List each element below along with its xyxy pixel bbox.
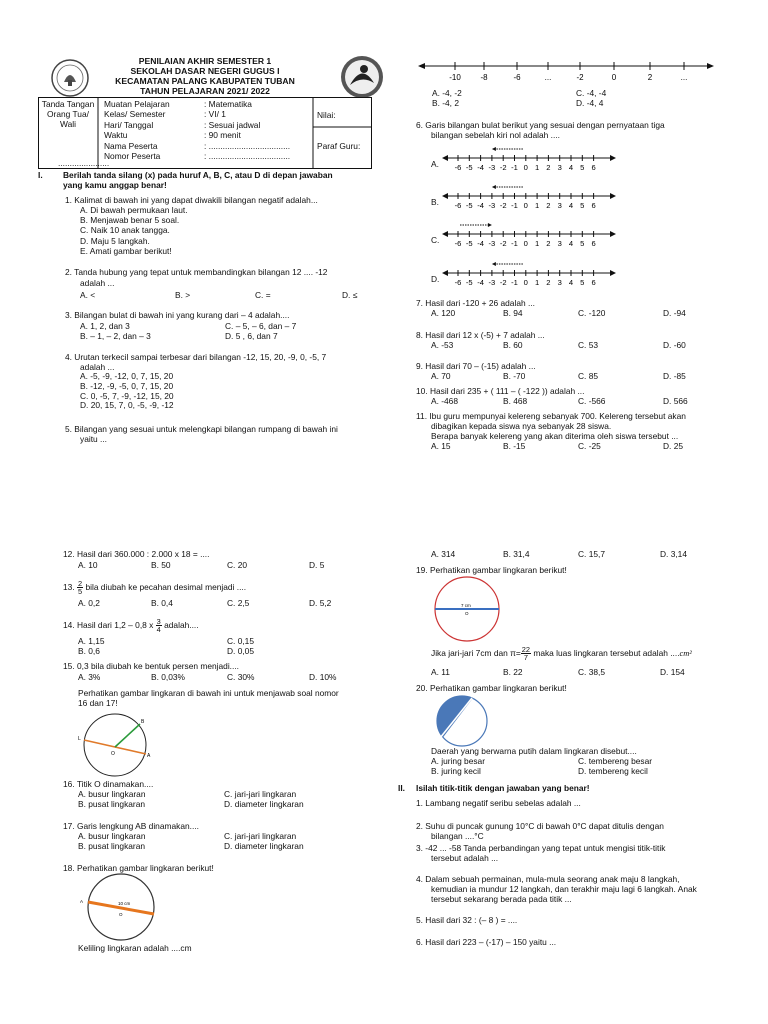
number-line-label: -5 bbox=[465, 163, 473, 172]
number-line-label: 2 bbox=[546, 163, 551, 172]
option[interactable]: A. 0,2 bbox=[78, 598, 100, 608]
fraction-two-fifths bbox=[77, 580, 83, 596]
question-1-options bbox=[80, 205, 188, 256]
pi-symbol: π= bbox=[510, 648, 521, 659]
number-line-label: -2 bbox=[499, 239, 507, 248]
option[interactable]: B. juring kecil bbox=[431, 766, 481, 776]
option[interactable]: C. 38,5 bbox=[578, 667, 606, 677]
section-1-instruction-2: yang kamu anggap benar! bbox=[63, 180, 167, 190]
section-2-instruction: Isilah titik-titik dengan jawaban yang benar! bbox=[416, 783, 590, 793]
essay-4: 4. Dalam sebuah permainan, mula-mula seorang anak maju 8 langkah, bbox=[416, 874, 680, 884]
info-row-label: Nomor Peserta bbox=[104, 150, 161, 161]
number-line-label: 6 bbox=[591, 163, 596, 172]
number-line-label: 3 bbox=[557, 239, 562, 248]
option[interactable]: B. 0,6 bbox=[78, 646, 100, 656]
question-11-line3: Berapa banyak kelereng yang akan diterima oleh siswa tersebut ... bbox=[431, 431, 679, 441]
number-line-label: 0 bbox=[523, 239, 528, 248]
number-line-label: -4 bbox=[477, 201, 484, 210]
signature-line: ...................... bbox=[58, 158, 110, 168]
number-line-label: 3 bbox=[557, 278, 562, 287]
option[interactable]: C. 53 bbox=[578, 340, 599, 350]
question-13-number: 13. bbox=[63, 582, 75, 593]
option[interactable]: C. 30% bbox=[227, 672, 255, 682]
diameter-label: 10 cm bbox=[118, 901, 131, 906]
number-line-label: 5 bbox=[580, 278, 585, 287]
option[interactable]: A. 120 bbox=[431, 308, 456, 318]
instruction-16-17-line2: 16 dan 17! bbox=[78, 698, 118, 708]
svg-text:O: O bbox=[111, 751, 115, 757]
option[interactable]: D. tembereng kecil bbox=[578, 766, 648, 776]
svg-text:O: O bbox=[119, 912, 123, 917]
option[interactable]: A. 10 bbox=[78, 560, 98, 570]
option[interactable]: D. 0,05 bbox=[227, 646, 255, 656]
option[interactable]: E. Amati gambar berikut! bbox=[80, 245, 172, 256]
header-district: KECAMATAN PALANG KABUPATEN TUBAN bbox=[115, 76, 295, 87]
question-16: 16. Titik O dinamakan.... bbox=[63, 779, 154, 789]
signature-label-2: Orang Tua/ Wali bbox=[47, 109, 89, 130]
number-line-option[interactable] bbox=[442, 220, 616, 250]
essay-2-line2: bilangan ....°C bbox=[431, 831, 484, 841]
number-line-label: -5 bbox=[465, 239, 473, 248]
number-line-label: 1 bbox=[534, 201, 540, 210]
number-line-label: 0 bbox=[523, 163, 528, 172]
question-9: 9. Hasil dari 70 – (-15) adalah ... bbox=[416, 361, 536, 371]
question-14-text-2: adalah.... bbox=[164, 620, 199, 631]
question-13 bbox=[63, 580, 246, 596]
number-line-label: 5 bbox=[580, 201, 585, 210]
option[interactable]: C. 0,15 bbox=[227, 636, 255, 646]
option[interactable]: A. 70 bbox=[431, 371, 451, 381]
option[interactable]: A. < bbox=[80, 290, 96, 300]
question-2-line2: adalah ... bbox=[80, 278, 115, 288]
number-line-label: 0 bbox=[523, 201, 528, 210]
option[interactable]: D. 5 bbox=[309, 560, 325, 570]
question-19-text: Jika jari-jari 7cm dan bbox=[431, 648, 508, 659]
number-line-label: -2 bbox=[576, 73, 584, 82]
number-line-label: -6 bbox=[454, 163, 462, 172]
question-14 bbox=[63, 618, 199, 634]
option[interactable]: C. -25 bbox=[578, 441, 601, 451]
number-line-label: -5 bbox=[465, 278, 473, 287]
circle-figure-18 bbox=[78, 872, 164, 942]
number-line-label: -6 bbox=[454, 278, 462, 287]
option[interactable]: C. 15,7 bbox=[578, 549, 606, 559]
info-row-value[interactable]: : ................................... bbox=[204, 140, 291, 151]
option[interactable]: B. pusat lingkaran bbox=[78, 799, 146, 809]
question-11-line2: dibagikan kepada siswa nya sebanyak 28 siswa. bbox=[431, 421, 612, 431]
arrow-head bbox=[492, 147, 496, 151]
svg-text:B: B bbox=[141, 719, 145, 725]
option[interactable]: A. 314 bbox=[431, 549, 456, 559]
option[interactable]: D. ≤ bbox=[342, 290, 358, 300]
option[interactable]: C. -120 bbox=[578, 308, 606, 318]
number-line-label: -3 bbox=[488, 278, 496, 287]
number-line-label: -6 bbox=[513, 73, 521, 82]
option[interactable]: D. -85 bbox=[663, 371, 686, 381]
option[interactable]: A. busur lingkaran bbox=[78, 831, 146, 841]
info-row bbox=[104, 151, 290, 161]
info-row-value: : Matematika bbox=[204, 99, 252, 109]
arrow-head bbox=[492, 185, 496, 189]
number-line-label: 0 bbox=[523, 278, 528, 287]
number-line-label: -2 bbox=[499, 163, 507, 172]
option[interactable]: B. – 1, – 2, dan – 3 bbox=[80, 331, 151, 341]
number-line-label: -8 bbox=[480, 73, 488, 82]
number-line-label: 4 bbox=[568, 239, 574, 248]
question-13-text: bila diubah ke pecahan desimal menjadi .... bbox=[85, 582, 247, 593]
number-line-label: -6 bbox=[454, 239, 462, 248]
option[interactable]: B. Menjawab benar 5 soal. bbox=[80, 215, 180, 226]
number-line-label: 2 bbox=[546, 278, 551, 287]
svg-text:A: A bbox=[80, 899, 84, 904]
fraction-denominator: 4 bbox=[156, 625, 161, 635]
unit-cm2: cm² bbox=[679, 649, 692, 659]
number-line-label: -6 bbox=[454, 201, 462, 210]
question-4: 4. Urutan terkecil sampai terbesar dari bilangan -12, 15, 20, -9, 0, -5, 7 bbox=[65, 352, 327, 362]
question-12: 12. Hasil dari 360.000 : 2.000 x 18 = .... bbox=[63, 549, 210, 559]
radius-label: 7 cm bbox=[461, 603, 471, 608]
option-letter[interactable]: C. bbox=[431, 235, 440, 245]
info-row-label: Waktu bbox=[104, 130, 128, 141]
option[interactable]: A. busur lingkaran bbox=[78, 789, 146, 799]
teacher-initial-label: Paraf Guru: bbox=[317, 141, 361, 151]
number-line-label: 6 bbox=[591, 239, 596, 248]
question-6: 6. Garis bilangan bulat berikut yang sesuai dengan pernyataan tiga bbox=[416, 120, 665, 130]
option[interactable]: D. 5,2 bbox=[309, 598, 332, 608]
number-line-label: 2 bbox=[546, 239, 551, 248]
question-5-line2: yaitu ... bbox=[80, 434, 107, 444]
essay-4-line3: tersebut sekarang berada pada titik ... bbox=[431, 894, 572, 904]
instruction-16-17: Perhatikan gambar lingkaran di bawah ini untuk menjawab soal nomor bbox=[78, 688, 339, 698]
number-line-label: 1 bbox=[534, 239, 540, 248]
info-row-label: Kelas/ Semester bbox=[104, 109, 166, 120]
option[interactable]: B. -4, 2 bbox=[432, 98, 459, 108]
fraction-numerator: 22 bbox=[521, 645, 531, 654]
svg-text:L: L bbox=[78, 736, 81, 742]
question-11: 11. Ibu guru mempunyai kelereng sebanyak 700. Kelereng tersebut akan bbox=[416, 411, 686, 421]
number-line-label: 2 bbox=[647, 73, 653, 82]
question-14-text: 14. Hasil dari 1,2 – 0,8 x bbox=[63, 620, 154, 631]
option[interactable]: D. Maju 5 langkah. bbox=[80, 235, 150, 246]
question-15: 15. 0,3 bila diubah ke bentuk persen menjadi.... bbox=[63, 661, 239, 671]
svg-text:O: O bbox=[465, 611, 469, 616]
option[interactable]: B. 468 bbox=[503, 396, 528, 406]
number-line-label: 5 bbox=[580, 239, 585, 248]
option[interactable]: B. -12, -9, -5, 0, 7, 15, 20 bbox=[80, 380, 174, 391]
header-title: PENILAIAN AKHIR SEMESTER 1 bbox=[138, 56, 272, 66]
option[interactable]: D. -60 bbox=[663, 340, 686, 350]
option[interactable]: D. 5 , 6, dan 7 bbox=[225, 331, 278, 341]
number-line-label: -4 bbox=[477, 163, 484, 172]
option-letter[interactable]: D. bbox=[431, 274, 440, 284]
essay-3: 3. -42 ... -58 Tanda perbandingan yang tepat untuk mengisi titik-titik bbox=[416, 843, 666, 853]
option[interactable]: A. Di bawah permukaan laut. bbox=[80, 205, 188, 215]
number-line-option[interactable] bbox=[442, 259, 616, 289]
number-line-label: 2 bbox=[546, 201, 551, 210]
question-8: 8. Hasil dari 12 x (-5) + 7 adalah ... bbox=[416, 330, 545, 340]
question-4-line2: adalah ... bbox=[80, 362, 115, 372]
question-20-prompt: Daerah yang berwarna putih dalam lingkaran disebut.... bbox=[431, 746, 637, 756]
number-line-label: 4 bbox=[568, 201, 574, 210]
number-line-label: -1 bbox=[511, 163, 518, 172]
option[interactable]: C. jari-jari lingkaran bbox=[224, 831, 297, 841]
number-line-label: -1 bbox=[511, 201, 518, 210]
option[interactable]: C. = bbox=[255, 290, 271, 300]
option[interactable]: D. diameter lingkaran bbox=[224, 841, 304, 851]
signature-parent-cell bbox=[40, 99, 96, 129]
number-line-label: -3 bbox=[488, 201, 496, 210]
number-line-label: 1 bbox=[534, 163, 540, 172]
option[interactable]: B. 31,4 bbox=[503, 549, 530, 559]
number-line-label: -2 bbox=[499, 201, 507, 210]
fraction-denominator: 7 bbox=[523, 653, 528, 663]
number-line-label: -4 bbox=[477, 278, 484, 287]
essay-5: 5. Hasil dari 32 : (– 8 ) = .... bbox=[416, 915, 518, 925]
question-6-line2: bilangan sebelah kiri nol adalah .... bbox=[431, 130, 560, 140]
number-line-label: 3 bbox=[557, 163, 562, 172]
question-20: 20. Perhatikan gambar lingkaran berikut! bbox=[416, 683, 567, 693]
number-line-label: ... bbox=[544, 73, 552, 82]
option[interactable]: A. 15 bbox=[431, 441, 451, 451]
number-line-label: 3 bbox=[557, 201, 562, 210]
option[interactable]: C. 85 bbox=[578, 371, 599, 381]
option[interactable]: B. 0,4 bbox=[151, 598, 173, 608]
number-line-label: -2 bbox=[499, 278, 507, 287]
option[interactable]: B. > bbox=[175, 290, 191, 300]
option-letter[interactable]: A. bbox=[431, 159, 439, 169]
info-row-label: Muatan Pelajaran bbox=[104, 99, 170, 109]
option[interactable]: D. diameter lingkaran bbox=[224, 799, 304, 809]
question-1: 1. Kalimat di bawah ini yang dapat diwakili bilangan negatif adalah... bbox=[65, 195, 318, 205]
option[interactable]: A. -468 bbox=[431, 396, 459, 406]
option[interactable]: C. -566 bbox=[578, 396, 606, 406]
section-1-instruction: Berilah tanda silang (x) pada huruf A, B, C, atau D di depan jawaban bbox=[63, 170, 333, 180]
option[interactable]: C. -4, -4 bbox=[576, 88, 607, 98]
info-row bbox=[104, 109, 290, 119]
question-17: 17. Garis lengkung AB dinamakan.... bbox=[63, 821, 199, 831]
question-18: 18. Perhatikan gambar lingkaran berikut! bbox=[63, 863, 214, 873]
circle-figure-20 bbox=[432, 694, 492, 748]
question-5: 5. Bilangan yang sesuai untuk melengkapi bilangan rumpang di bawah ini bbox=[65, 424, 338, 434]
info-row-label: Hari/ Tanggal bbox=[104, 119, 154, 130]
info-row bbox=[104, 130, 290, 140]
fraction-three-quarters bbox=[156, 618, 162, 634]
option[interactable]: B. 0,03% bbox=[151, 672, 185, 682]
essay-3-line2: tersebut adalah ... bbox=[431, 853, 499, 863]
option[interactable]: B. 94 bbox=[503, 308, 523, 318]
option-letter[interactable]: B. bbox=[431, 197, 439, 207]
section-1-number: I. bbox=[38, 170, 43, 180]
number-line-label: 1 bbox=[534, 278, 540, 287]
essay-6: 6. Hasil dari 223 – (-17) – 150 yaitu ... bbox=[416, 937, 557, 947]
option[interactable]: B. -15 bbox=[503, 441, 526, 451]
option[interactable]: C. 2,5 bbox=[227, 598, 250, 608]
number-line-label: 4 bbox=[568, 163, 574, 172]
arrow-head bbox=[488, 223, 492, 227]
question-4-options bbox=[80, 372, 174, 411]
info-row bbox=[104, 99, 290, 109]
number-line-label: -10 bbox=[449, 73, 461, 82]
number-line-label: -4 bbox=[477, 239, 484, 248]
number-line-label: 6 bbox=[591, 278, 596, 287]
number-line-label: 0 bbox=[611, 73, 617, 82]
fraction-numerator: 3 bbox=[156, 617, 161, 626]
option[interactable]: B. -70 bbox=[503, 371, 526, 381]
essay-1: 1. Lambang negatif seribu sebelas adalah ... bbox=[416, 798, 581, 808]
option[interactable]: D. -94 bbox=[663, 308, 686, 318]
info-row-value: : 90 menit bbox=[204, 130, 241, 141]
option[interactable]: B. pusat lingkaran bbox=[78, 841, 146, 851]
option[interactable]: B. 50 bbox=[151, 560, 171, 570]
info-fields bbox=[104, 99, 290, 161]
question-10: 10. Hasil dari 235 + ( 111 – ( -122 )) adalah ... bbox=[416, 386, 585, 396]
fraction-numerator: 2 bbox=[77, 579, 83, 588]
question-2: 2. Tanda hubung yang tepat untuk membandingkan bilangan 12 .... -12 bbox=[65, 267, 328, 277]
number-line-label: ... bbox=[680, 73, 688, 82]
header-school: SEKOLAH DASAR NEGERI GUGUS I bbox=[130, 66, 280, 77]
option[interactable]: D. 154 bbox=[660, 667, 685, 677]
number-line-q5 bbox=[418, 58, 714, 84]
question-19: 19. Perhatikan gambar lingkaran berikut! bbox=[416, 565, 567, 575]
option[interactable]: A. -4, -2 bbox=[432, 88, 462, 98]
option[interactable]: C. jari-jari lingkaran bbox=[224, 789, 297, 799]
option[interactable]: D. 20, 15, 7, 0, -5, -9, -12 bbox=[80, 400, 174, 411]
question-7: 7. Hasil dari -120 + 26 adalah ... bbox=[416, 298, 535, 308]
option[interactable]: A. 1, 2, dan 3 bbox=[80, 321, 130, 331]
option[interactable]: C. Naik 10 anak tangga. bbox=[80, 225, 170, 236]
option[interactable]: D. -4, 4 bbox=[576, 98, 604, 108]
fraction-22-7 bbox=[521, 646, 531, 662]
svg-text:A: A bbox=[147, 753, 151, 759]
option[interactable]: A. -5, -9, -12, 0, 7, 15, 20 bbox=[80, 371, 174, 381]
number-line-label: -1 bbox=[511, 278, 518, 287]
option[interactable]: A. 1,15 bbox=[78, 636, 105, 646]
option[interactable]: B. 22 bbox=[503, 667, 523, 677]
question-18-prompt: Keliling lingkaran adalah ....cm bbox=[78, 943, 192, 953]
info-row bbox=[104, 120, 290, 130]
question-3: 3. Bilangan bulat di bawah ini yang kurang dari – 4 adalah.... bbox=[65, 310, 290, 320]
circle-figure-16-17 bbox=[74, 712, 156, 778]
number-line-option[interactable] bbox=[442, 144, 616, 174]
number-line-label: -1 bbox=[511, 239, 518, 248]
number-line-label: -5 bbox=[465, 201, 473, 210]
section-2-number: II. bbox=[398, 783, 405, 793]
option[interactable]: A. 3% bbox=[78, 672, 101, 682]
option[interactable]: C. tembereng besar bbox=[578, 756, 653, 766]
option[interactable]: A. juring besar bbox=[431, 756, 485, 766]
option[interactable]: D. 566 bbox=[663, 396, 688, 406]
fraction-denominator: 5 bbox=[77, 587, 83, 597]
number-line-label: -3 bbox=[488, 239, 496, 248]
number-line-label: 6 bbox=[591, 201, 596, 210]
number-line-label: 5 bbox=[580, 163, 585, 172]
essay-4-line2: kemudian ia mundur 12 langkah, dan terakhir maju lagi 6 langkah. Anak bbox=[431, 884, 697, 894]
option[interactable]: C. 20 bbox=[227, 560, 248, 570]
essay-2: 2. Suhu di puncak gunung 10°C di bawah 0°C dapat ditulis dengan bbox=[416, 821, 664, 831]
option[interactable]: A. -53 bbox=[431, 340, 454, 350]
header-year: TAHUN PELAJARAN 2021/ 2022 bbox=[140, 86, 270, 97]
option[interactable]: D. 10% bbox=[309, 672, 337, 682]
question-19-prompt bbox=[431, 646, 692, 662]
info-row-label: Nama Peserta bbox=[104, 140, 158, 151]
info-row-value: : Sesuai jadwal bbox=[204, 119, 261, 130]
question-19-text-2: maka luas lingkaran tersebut adalah .... bbox=[533, 648, 680, 659]
signature-label-1: Tanda Tangan bbox=[41, 99, 95, 109]
arrow-head bbox=[492, 262, 496, 266]
circle-figure-19 bbox=[430, 575, 504, 643]
info-row-value: : VI/ 1 bbox=[204, 109, 226, 120]
info-row-value[interactable]: : ................................... bbox=[204, 150, 291, 161]
number-line-label: 4 bbox=[568, 278, 574, 287]
option[interactable]: C. 0, -5, 7, -9, -12, 15, 20 bbox=[80, 390, 174, 401]
option[interactable]: B. 60 bbox=[503, 340, 523, 350]
option[interactable]: C. – 5, – 6, dan – 7 bbox=[225, 321, 297, 331]
school-logo bbox=[340, 55, 384, 99]
info-row bbox=[104, 141, 290, 151]
option[interactable]: A. 11 bbox=[431, 667, 450, 677]
number-line-label: -3 bbox=[488, 163, 496, 172]
option[interactable]: D. 25 bbox=[663, 441, 684, 451]
number-line-option[interactable] bbox=[442, 182, 616, 212]
option[interactable]: D. 3,14 bbox=[660, 549, 688, 559]
score-label: Nilai: bbox=[317, 110, 336, 120]
